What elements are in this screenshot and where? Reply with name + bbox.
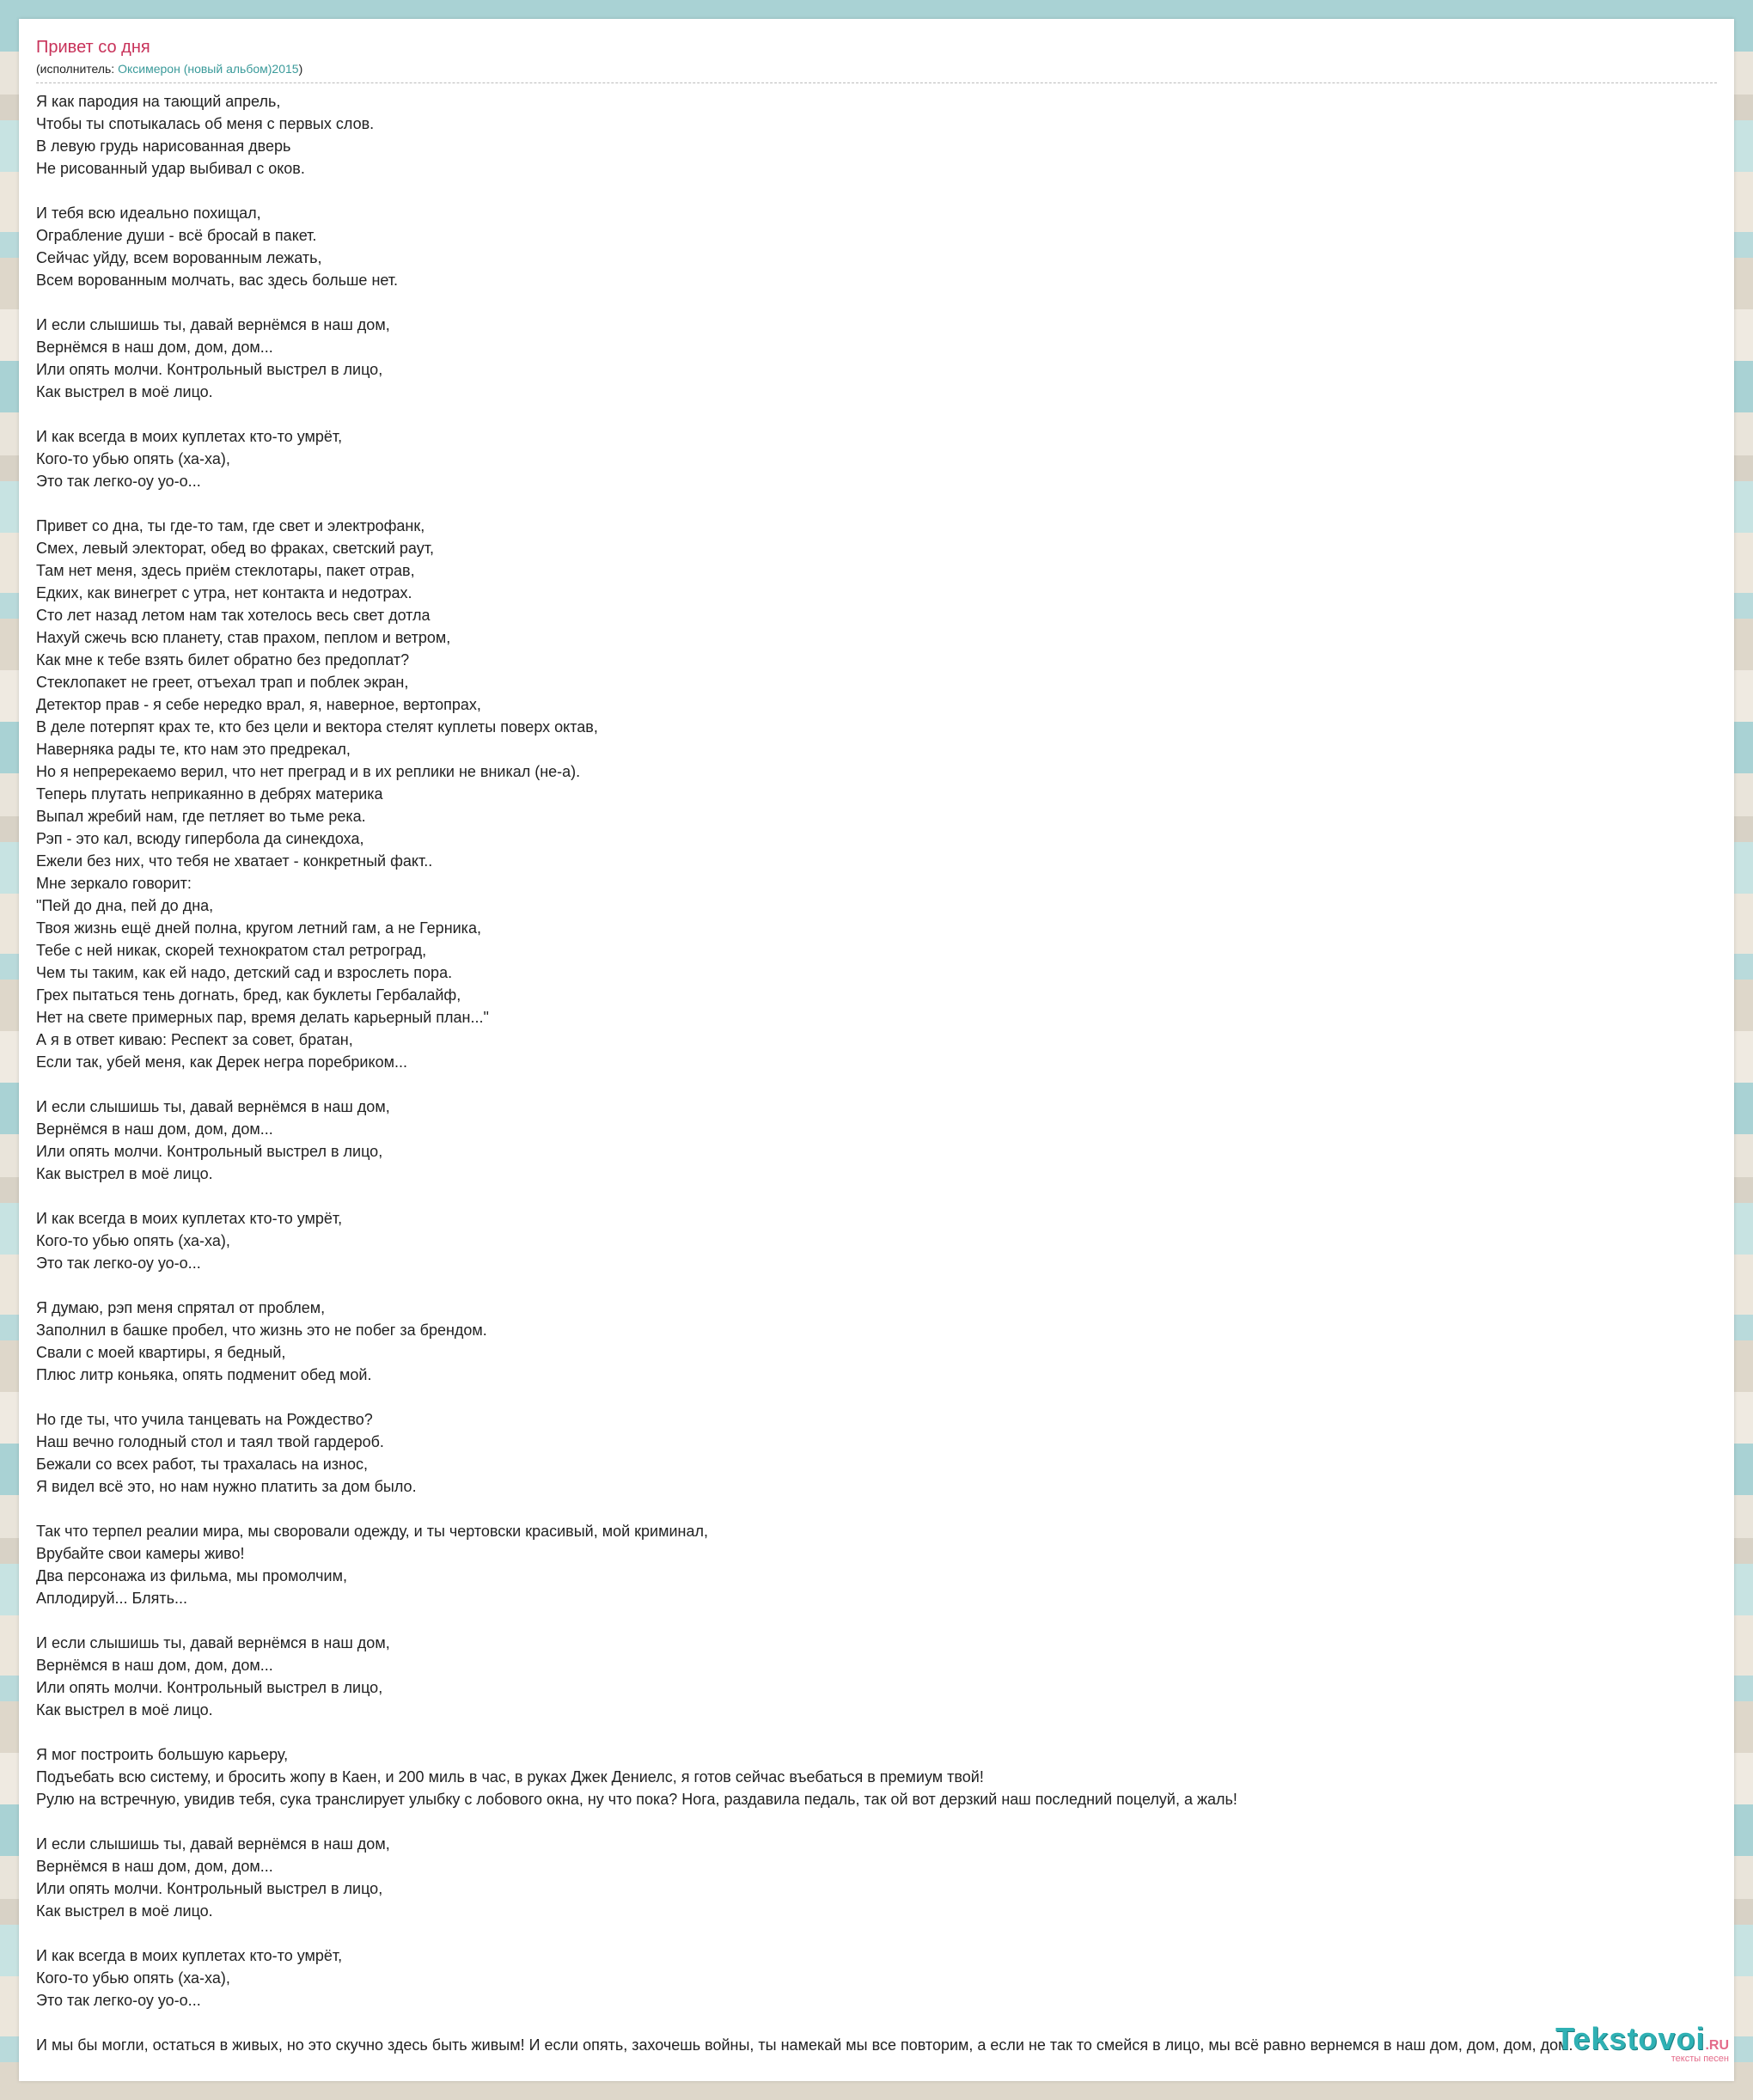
lyric-line: Как выстрел в моё лицо. — [36, 1165, 213, 1182]
lyric-line: И как всегда в моих куплетах кто-то умрёт, — [36, 428, 343, 445]
logo-name: Tekstovoi — [1555, 2021, 1706, 2056]
lyric-line: Как выстрел в моё лицо. — [36, 1701, 213, 1718]
song-title: Привет со дня — [36, 38, 150, 57]
lyric-line: Сто лет назад летом нам так хотелось весь свет дотла — [36, 607, 431, 624]
lyric-line: И если слышишь ты, давай вернёмся в наш дом, — [36, 1835, 390, 1853]
lyric-line: Ежели без них, что тебя не хватает - конкретный факт.. — [36, 852, 433, 870]
stanza-break — [36, 403, 1717, 425]
content-area — [36, 36, 1717, 2056]
lyric-line: Твоя жизнь ещё дней полна, кругом летний гам, а не Герника, — [36, 919, 481, 937]
logo-tagline: тексты песен — [1671, 2054, 1729, 2064]
site-logo — [1555, 2021, 1729, 2064]
lyric-line: Как мне к тебе взять билет обратно без предоплат? — [36, 651, 410, 668]
artist-link[interactable]: Оксимерон (новый альбом)2015 — [118, 62, 299, 76]
lyric-line: Стеклопакет не греет, отъехал трап и поблек экран, — [36, 674, 409, 691]
lyric-line: И тебя всю идеально похищал, — [36, 205, 261, 222]
lyric-line: Кого-то убью опять (ха-ха), — [36, 450, 230, 467]
lyric-line: Вернёмся в наш дом, дом, дом... — [36, 1120, 273, 1138]
lyric-line: Или опять молчи. Контрольный выстрел в лицо, — [36, 1880, 383, 1897]
lyric-line: Я как пародия на тающий апрель, — [36, 93, 281, 110]
lyric-line: Ограбление души - всё бросай в пакет. — [36, 227, 317, 244]
lyric-line: Подъебать всю систему, и бросить жопу в Каен, и 200 миль в час, в руках Джек Дениелс, я готов сейчас въебаться в премиум твой! — [36, 1768, 984, 1786]
lyric-line: И как всегда в моих куплетах кто-то умрёт, — [36, 1210, 343, 1227]
lyric-line: Или опять молчи. Контрольный выстрел в лицо, — [36, 1679, 383, 1696]
lyric-line: Как выстрел в моё лицо. — [36, 1902, 213, 1920]
stanza-break — [36, 1274, 1717, 1297]
lyric-line: Кого-то убью опять (ха-ха), — [36, 1969, 230, 1987]
lyric-line: Но где ты, что учила танцевать на Рождество? — [36, 1411, 373, 1428]
lyric-line: Мне зеркало говорит: — [36, 875, 192, 892]
lyric-line: Нет на свете примерных пар, время делать карьерный план..." — [36, 1009, 489, 1026]
meta-prefix: (исполнитель: — [36, 62, 119, 76]
lyric-line: В левую грудь нарисованная дверь — [36, 137, 291, 155]
lyric-line: И если слышишь ты, давай вернёмся в наш дом, — [36, 1098, 390, 1115]
lyric-line: Вернёмся в наш дом, дом, дом... — [36, 1858, 273, 1875]
lyric-line: Это так легко-оу уо-о... — [36, 473, 201, 490]
lyric-line: Едких, как винегрет с утра, нет контакта и недотрах. — [36, 584, 412, 601]
stanza-break — [36, 1386, 1717, 1408]
lyric-line: Рэп - это кал, всюду гипербола да синекдоха, — [36, 830, 364, 847]
song-meta — [36, 60, 1717, 83]
lyric-line: Плюс литр коньяка, опять подменит обед мой. — [36, 1366, 372, 1383]
lyrics-text — [36, 90, 1717, 2056]
lyric-line: "Пей до дна, пей до дна, — [36, 897, 214, 914]
lyric-line: И мы бы могли, остаться в живых, но это скучно здесь быть живым! И если опять, захочешь войны, ты намекай мы все повторим, а если не так то смейся в лицо, мы всё равно вернемся в наш дом, дом, дом, дом. — [36, 2036, 1573, 2054]
stanza-break — [36, 1922, 1717, 1944]
lyric-line: Наверняка рады те, кто нам это предрекал, — [36, 741, 351, 758]
stanza-break — [36, 1185, 1717, 1207]
stanza-break — [36, 180, 1717, 202]
lyric-line: Детектор прав - я себе нередко врал, я, наверное, вертопрах, — [36, 696, 481, 713]
lyric-line: Там нет меня, здесь приём стеклотары, пакет отрав, — [36, 562, 415, 579]
lyric-line: Заполнил в башке пробел, что жизнь это не побег за брендом. — [36, 1322, 487, 1339]
lyric-line: Это так легко-оу уо-о... — [36, 1992, 201, 2009]
lyric-line: Это так легко-оу уо-о... — [36, 1255, 201, 1272]
lyric-line: И если слышишь ты, давай вернёмся в наш дом, — [36, 316, 390, 333]
lyric-line: А я в ответ киваю: Респект за совет, братан, — [36, 1031, 353, 1048]
lyric-line: В деле потерпят крах те, кто без цели и вектора стелят куплеты поверх октав, — [36, 718, 598, 736]
lyric-line: Так что терпел реалии мира, мы своровали одежду, и ты чертовски красивый, мой криминал, — [36, 1523, 708, 1540]
lyric-line: Или опять молчи. Контрольный выстрел в лицо, — [36, 1143, 383, 1160]
stanza-break — [36, 1498, 1717, 1520]
logo-tld: .RU — [1705, 2038, 1729, 2053]
lyric-line: Чтобы ты спотыкалась об меня с первых слов. — [36, 115, 375, 132]
lyric-line: Рулю на встречную, увидив тебя, сука транслирует улыбку с лобового окна, ну что пока? Нога, раздавила педаль, так ой вот дерзкий наш последний поцелуй, а жаль! — [36, 1791, 1237, 1808]
lyric-line: Вернёмся в наш дом, дом, дом... — [36, 339, 273, 356]
stanza-break — [36, 2011, 1717, 2034]
lyric-line: Чем ты таким, как ей надо, детский сад и взрослеть пора. — [36, 964, 453, 981]
meta-suffix: ) — [298, 62, 303, 76]
stanza-break — [36, 1609, 1717, 1632]
lyric-line: Свали с моей квартиры, я бедный, — [36, 1344, 286, 1361]
lyric-line: Привет со дна, ты где-то там, где свет и электрофанк, — [36, 517, 425, 534]
lyric-line: Грех пытаться тень догнать, бред, как буклеты Гербалайф, — [36, 986, 461, 1004]
stanza-break — [36, 492, 1717, 515]
lyric-line: Но я непререкаемо верил, что нет преград и в их реплики не вникал (не-а). — [36, 763, 581, 780]
stanza-break — [36, 1810, 1717, 1833]
lyric-line: Вернёмся в наш дом, дом, дом... — [36, 1657, 273, 1674]
lyric-line: Я мог построить большую карьеру, — [36, 1746, 289, 1763]
lyrics-card — [19, 19, 1734, 2081]
lyric-line: Врубайте свои камеры живо! — [36, 1545, 245, 1562]
lyric-line: Два персонажа из фильма, мы промолчим, — [36, 1567, 347, 1584]
lyric-line: Или опять молчи. Контрольный выстрел в лицо, — [36, 361, 383, 378]
lyric-line: Если так, убей меня, как Дерек негра поребриком... — [36, 1053, 407, 1071]
stanza-break — [36, 1721, 1717, 1743]
lyric-line: Всем ворованным молчать, вас здесь больше нет. — [36, 272, 399, 289]
lyric-line: Аплодируй... Блять... — [36, 1590, 187, 1607]
lyric-line: Тебе с ней никак, скорей технократом стал ретроград, — [36, 942, 427, 959]
lyric-line: Сейчас уйду, всем ворованным лежать, — [36, 249, 322, 266]
lyric-line: Кого-то убью опять (ха-ха), — [36, 1232, 230, 1249]
lyric-line: Смех, левый электорат, обед во фраках, светский раут, — [36, 540, 434, 557]
stanza-break — [36, 291, 1717, 314]
lyric-line: И как всегда в моих куплетах кто-то умрёт, — [36, 1947, 343, 1964]
lyric-line: И если слышишь ты, давай вернёмся в наш дом, — [36, 1634, 390, 1651]
stanza-break — [36, 1073, 1717, 1096]
lyric-line: Я видел всё это, но нам нужно платить за дом было. — [36, 1478, 417, 1495]
lyric-line: Наш вечно голодный стол и таял твой гардероб. — [36, 1433, 384, 1450]
lyric-line: Бежали со всех работ, ты трахалась на износ, — [36, 1456, 368, 1473]
lyric-line: Теперь плутать неприкаянно в дебрях материка — [36, 785, 383, 803]
lyric-line: Выпал жребий нам, где петляет во тьме река. — [36, 808, 366, 825]
lyric-line: Я думаю, рэп меня спрятал от проблем, — [36, 1299, 326, 1316]
lyric-line: Как выстрел в моё лицо. — [36, 383, 213, 400]
lyric-line: Не рисованный удар выбивал с оков. — [36, 160, 305, 177]
lyric-line: Нахуй сжечь всю планету, став прахом, пеплом и ветром, — [36, 629, 451, 646]
